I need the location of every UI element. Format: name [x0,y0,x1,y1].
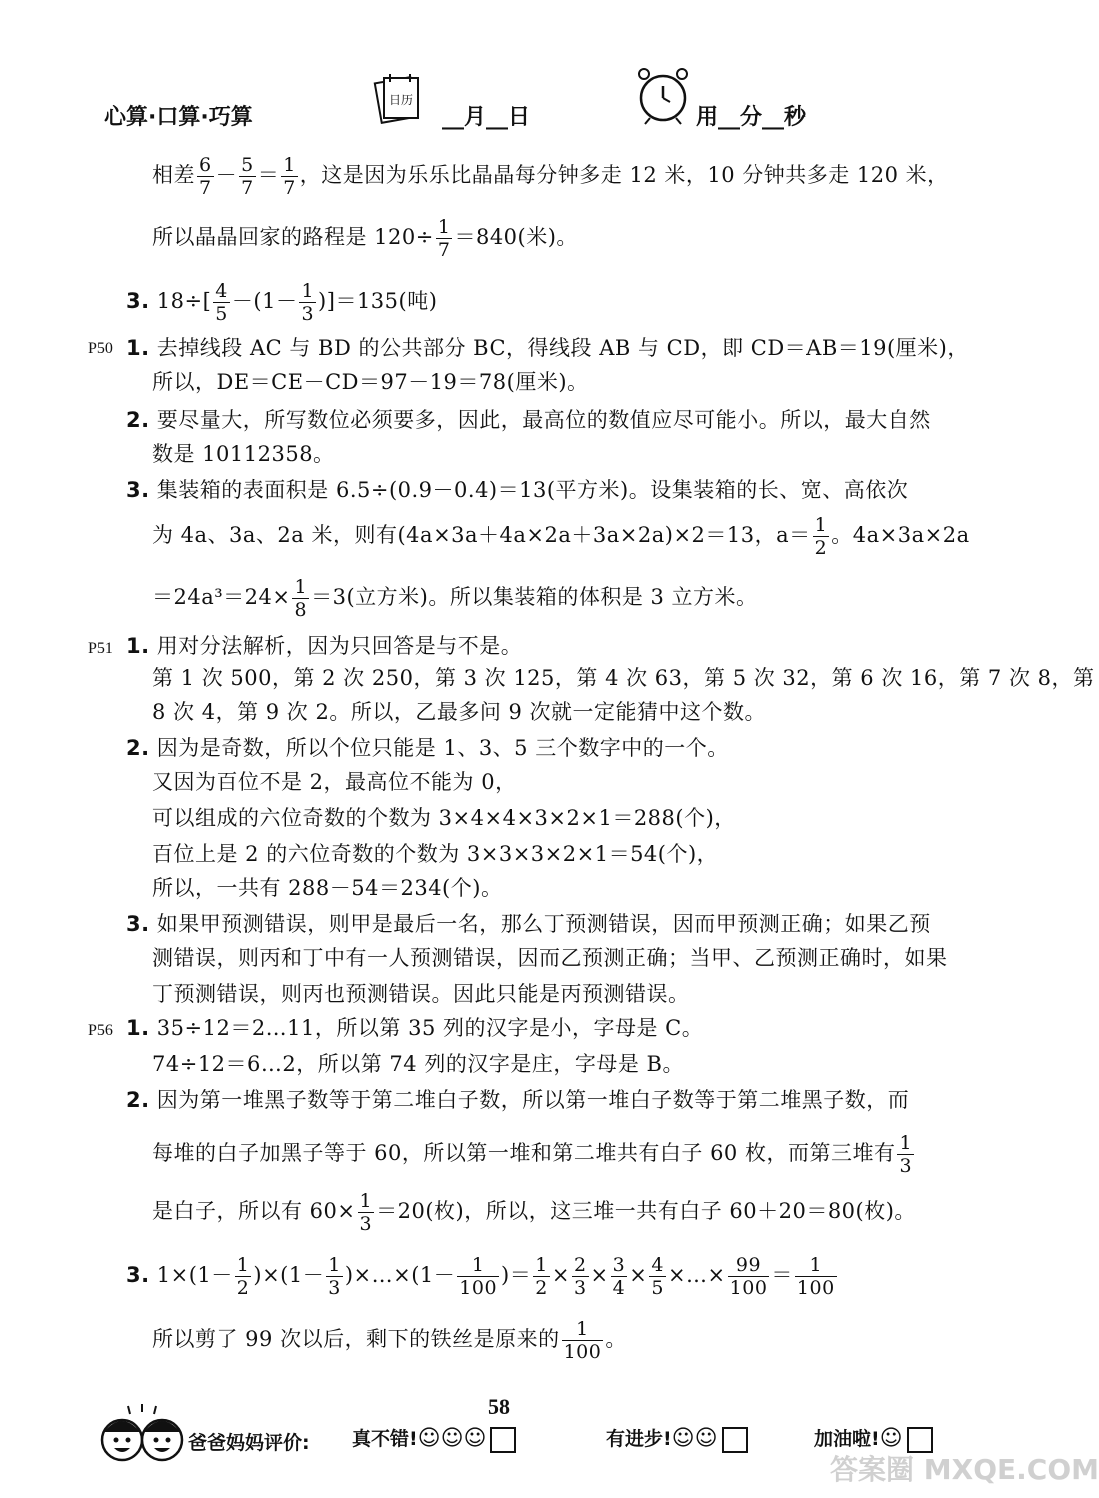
answer-line [126,1086,909,1114]
fraction: $\frac{1}{100}$ [563,1318,602,1363]
answer-line: 百位上是 2 的六位奇数的个数为 3×3×3×2×1＝54(个)， [152,842,719,866]
answer-line [126,476,908,504]
answer-line [152,1190,916,1235]
page-title: 心算·口算·巧算 [104,105,253,130]
fraction: $\frac{1}{2}$ [814,514,828,559]
fraction: $\frac{5}{7}$ [241,154,254,199]
answer-line: 测错误，则丙和丁中有一人预测错误，因而乙预测正确；当甲、乙预测正确时，如果 [152,946,948,970]
answer-text: 去掉线段 AC 与 BD 的公共部分 BC，得线段 AB 与 CD，即 CD＝AB＝19(厘米)， [156,336,969,360]
fraction: $\frac{99}{100}$ [729,1254,768,1299]
rating-progress-label: 有进步! [606,1428,672,1450]
answer-line [126,632,522,660]
answer-line [126,406,931,434]
answer-line [152,576,758,621]
answer-text: 所以晶晶回家的路程是 120÷ [152,225,434,249]
page-ref-label: P50 [88,340,113,357]
page-number: 58 [488,1394,510,1419]
fraction: $\frac{1}{2}$ [535,1254,548,1299]
rating-cheer-label: 加油啦! [814,1428,880,1450]
answer-text: ，这是因为乐乐比晶晶每分钟多走 12 米，10 分钟共多走 120 米， [299,163,949,187]
answer-line: 8 次 4，第 9 次 2。所以，乙最多问 9 次就一定能猜中这个数。 [152,700,767,724]
answer-line: 所以，DE＝CE－CD＝97－19＝78(厘米)。 [152,370,589,394]
question-number: 3. [126,478,150,502]
fraction: $\frac{1}{7}$ [283,154,296,199]
fraction: $\frac{2}{3}$ [573,1254,587,1299]
fraction: $\frac{1}{3}$ [328,1254,341,1299]
rating-good-label: 真不错! [352,1428,418,1450]
rating-checkbox[interactable] [490,1427,516,1453]
calendar-icon [370,70,428,128]
answer-text: 所以剪了 99 次以后，剩下的铁丝是原来的 [152,1327,560,1351]
question-number: 1. [126,336,150,360]
smiley-icon[interactable]: ☺ [440,1426,464,1451]
question-number: 1. [126,634,150,658]
answer-line: 3. 18÷[ $\frac{4}{5}$ －(1－ $\frac{1}{3}$ )]＝135(吨) [126,280,438,325]
smiley-icon[interactable]: ☺ [417,1426,441,1451]
smiley-icon[interactable]: ☺ [694,1426,718,1451]
answer-text: 集装箱的表面积是 6.5÷(0.9－0.4)＝13(平方米)。设集装箱的长、宽、高依次 [156,478,909,502]
question-number: 2. [126,408,150,432]
fraction: $\frac{1}{7}$ [437,216,451,261]
smiley-icon[interactable]: ☺ [671,1426,695,1451]
answer-text: 35÷12＝2…11，所以第 35 列的汉字是小，字母是 C。 [156,1016,704,1040]
answer-line [152,216,578,261]
rating-progress [606,1424,748,1453]
answer-line [152,514,970,559]
answer-line: 可以组成的六位奇数的个数为 3×4×4×3×2×1＝288(个)， [152,806,736,830]
answer-line: 又因为百位不是 2，最高位不能为 0， [152,770,517,794]
answer-text: 。4a×3a×2a [831,523,970,547]
fraction: $\frac{4}{5}$ [215,280,228,325]
answer-line: 74÷12＝6…2，所以第 74 列的汉字是庄，字母是 B。 [152,1052,684,1076]
answer-text: 是白子，所以有 60× [152,1199,356,1223]
question-number: 3. [126,1263,150,1287]
fraction: $\frac{1}{3}$ [359,1190,373,1235]
answer-text: ]＝135(吨) [326,289,438,313]
answer-line [126,734,729,762]
answer-line: 3. 1×(1－ $\frac{1}{2}$ )×(1－ $\frac{1}{3}$ )×…×(1－ $\frac{1}{100}$ )＝ $\frac{1}{2}$ × $\frac{2}{3}$ × $\frac{3}{4}$ × $\frac{4}{5}$ ×…× $\frac{99}{100}$ ＝ $\frac{1}{100}$ [126,1254,835,1299]
answer-text: 。 [605,1327,627,1351]
answer-text: 每堆的白子加黑子等于 60，所以第一堆和第二堆共有白子 60 枚，而第三堆有 [152,1141,896,1165]
calendar-icon-text: 日历 [388,93,414,107]
fraction: $\frac{6}{7}$ [199,154,212,199]
question-number: 2. [126,736,150,760]
fraction: $\frac{1}{3}$ [899,1132,913,1177]
answer-text: 18÷[ [156,289,212,313]
parent-eval-label: 爸爸妈妈评价: [188,1432,310,1454]
kids-cartoon-icon [98,1402,188,1468]
answer-line: 相差 $\frac{6}{7}$ － $\frac{5}{7}$ ＝ $\frac{1}{7}$ ，这是因为乐乐比晶晶每分钟多走 12 米，10 分钟共多走 120 米， [152,154,949,199]
fraction: $\frac{1}{8}$ [294,576,308,621]
question-number: 1. [126,1016,150,1040]
fraction: $\frac{3}{4}$ [612,1254,626,1299]
answer-text: ＝840(米)。 [454,225,578,249]
answer-text: 用对分法解析，因为只回答是与不是。 [156,634,523,658]
page-ref-label: P56 [88,1022,113,1039]
rating-checkbox[interactable] [722,1427,748,1453]
answer-text: ＝20(枚)，所以，这三堆一共有白子 60＋20＝80(枚)。 [376,1199,916,1223]
answer-text: 因为是奇数，所以个位只能是 1、3、5 三个数字中的一个。 [156,736,729,760]
smiley-icon[interactable]: ☺ [463,1426,487,1451]
time-field: 用__分__秒 [696,105,807,130]
answer-line [152,1132,916,1177]
answer-text: 为 4a、3a、2a 米，则有(4a×3a＋4a×2a＋3a×2a)×2＝13，a＝ [152,523,811,547]
fraction: $\frac{4}{5}$ [651,1254,664,1299]
question-number: 3. [126,289,150,313]
answer-text: ＝3(立方米)。所以集装箱的体积是 3 立方米。 [311,585,758,609]
answer-text: 相差 [152,163,195,187]
fraction: $\frac{1}{3}$ [301,280,315,325]
answer-text: 要尽量大，所写数位必须要多，因此，最高位的数值应尽可能小。所以，最大自然 [156,408,931,432]
question-number: 2. [126,1088,150,1112]
smiley-icon[interactable]: ☺ [879,1426,903,1451]
answer-line [152,1318,627,1363]
date-field: __月__日 [442,105,531,130]
page-ref-label: P51 [88,640,113,657]
answer-line [126,910,931,938]
question-number: 3. [126,912,150,936]
alarm-clock-icon [630,60,696,126]
answer-text: ＝24a³＝24× [152,585,291,609]
answer-line: 所以，一共有 288－54＝234(个)。 [152,876,503,900]
answer-line: 数是 10112358。 [152,442,335,466]
answer-text: 因为第一堆黑子数等于第二堆白子数，所以第一堆白子数等于第二堆黑子数，而 [156,1088,910,1112]
answer-text: 如果甲预测错误，则甲是最后一名，那么丁预测错误，因而甲预测正确；如果乙预 [156,912,931,936]
answer-line [126,1014,703,1042]
fraction: $\frac{1}{100}$ [459,1254,498,1299]
answer-line: 丁预测错误，则丙也预测错误。因此只能是丙预测错误。 [152,982,690,1006]
answer-line [126,334,969,362]
rating-good [352,1424,516,1453]
watermark: 答案圈 MXQE.COM [830,1453,1099,1486]
fraction: $\frac{1}{100}$ [796,1254,835,1299]
fraction: $\frac{1}{2}$ [236,1254,250,1299]
answer-line: 第 1 次 500，第 2 次 250，第 3 次 125，第 4 次 63，第 5 次 32，第 6 次 16，第 7 次 8，第 [152,666,1095,690]
